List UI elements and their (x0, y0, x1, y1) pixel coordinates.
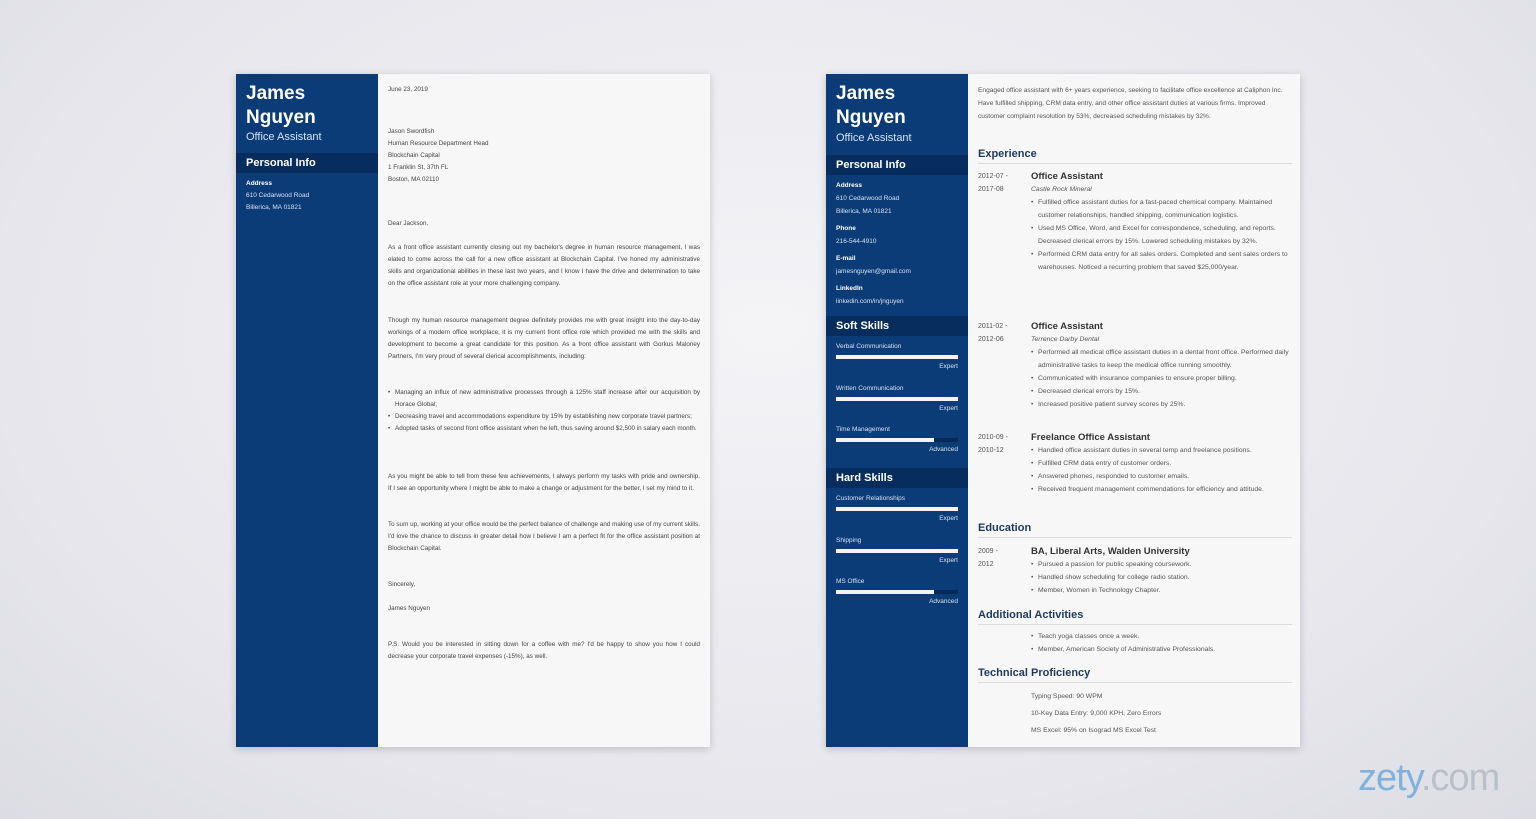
job-entry (1031, 170, 1293, 274)
skill-level: Advanced (929, 598, 958, 605)
list-item: • Fulfilled CRM data entry of customer orders. (1031, 457, 1293, 470)
list-item: • Performed CRM data entry for all sales orders. Completed and sent sales orders to warehouses. Noticed a recurring problem that saved $25,000/year. (1031, 248, 1293, 274)
skill-name: Time Management (836, 426, 890, 433)
job-title: Freelance Office Assistant (1031, 432, 1150, 443)
zety-logo (1358, 757, 1499, 800)
skill-bar-fill (836, 355, 958, 359)
list-item: • Handled show scheduling for college radio station. (1031, 571, 1293, 584)
skill-name: Written Communication (836, 384, 904, 392)
summary: Engaged office assistant with 6+ years experience, seeking to facilitate office excellence at Caliphon Inc. Have fulfilled shipping, CRM data entry, and other office assistant duties at various firms. Improved customer complaint resolution by 53%, decreased scheduling mistakes by 32%. (978, 87, 1283, 120)
resume-sidebar (826, 74, 968, 747)
skill-name: Shipping (836, 536, 862, 544)
list-item: • Managing an influx of new administrative processes through a 125% staff increase after our acquisition by Horace Global; (388, 387, 700, 411)
cover-letter-page (236, 74, 710, 747)
job-title: Office Assistant (1031, 171, 1103, 182)
job-entry (1031, 320, 1293, 411)
skill-bar (836, 438, 958, 442)
skill-bar (836, 507, 958, 511)
tech-item: 10-Key Data Entry: 9,000 KPH, Zero Errors (1031, 710, 1162, 717)
list-item: • Communicated with insurance companies to ensure proper billing. (1031, 372, 1293, 385)
skill-level: Expert (939, 515, 958, 522)
date-end: 2017-08 (978, 186, 1004, 193)
last-name: Nguyen (246, 107, 316, 128)
date-end: 2010-12 (978, 447, 1004, 454)
cover-sidebar (236, 74, 378, 747)
date-start: 2010-09 - (978, 434, 1008, 441)
recipient-line: Human Resource Department Head (388, 140, 489, 147)
degree: BA, Liberal Arts, Walden University (1031, 546, 1190, 557)
education-entry (1031, 545, 1293, 597)
skill-level: Expert (939, 363, 958, 370)
education-date (978, 545, 1023, 571)
linkedin-label: LinkedIn (836, 285, 863, 292)
experience-heading: Experience (978, 148, 1292, 164)
soft-skills-heading: Soft Skills (826, 316, 968, 336)
tech-item: Typing Speed: 90 WPM (1031, 693, 1103, 700)
list-item: • Decreasing travel and accommodations expenditure by 15% by establishing new corporate travel partners; (388, 411, 700, 423)
email-label: E-mail (836, 255, 856, 262)
activities-heading: Additional Activities (978, 609, 1292, 625)
address-line: 610 Cedarwood Road (246, 192, 310, 199)
paragraph: Though my human resource management degree definitely provides me with great insight into the day-to-day workings of a modern office workplace, it is my current front office role which provided me with the skills and development to become a great candidate for this position. As a front office assistant with Gorkus Maloney Partners, I'm very proud of several clerical accomplishments, including: (388, 317, 700, 360)
signature: James Nguyen (388, 605, 430, 612)
recipient-block (388, 126, 700, 186)
greeting: Dear Jackson, (388, 220, 429, 227)
address-label: Address (836, 182, 863, 189)
phone-label: Phone (836, 225, 856, 232)
recipient-line: Boston, MA 02110 (388, 176, 439, 183)
logo-suffix: .com (1420, 757, 1500, 799)
list-item: • Adopted tasks of second front office assistant when he left, thus saving around $2,500 in salary each month. (388, 423, 700, 435)
hard-skills-heading: Hard Skills (826, 468, 968, 488)
list-item: • Received frequent management commendations for efficiency and attitude. (1031, 483, 1293, 496)
paragraph: As you might be able to tell from these few achievements, I always perform my tasks with pride and ownership. If I see an opportunity where I might be able to make a change or adjustment for the better, I set my mind to it. (388, 473, 700, 492)
list-item: • Handled office assistant duties in several temp and freelance positions. (1031, 444, 1293, 457)
personal-info-heading: Personal Info (826, 155, 968, 175)
address-line: Billerica, MA 01821 (836, 208, 892, 215)
list-item: • Teach yoga classes once a week. (1031, 630, 1293, 643)
first-name: James (836, 83, 896, 104)
skill-bar (836, 397, 958, 401)
education-heading: Education (978, 522, 1292, 538)
company: Castle Rock Mineral (1031, 186, 1092, 193)
date-end: 2012 (978, 561, 994, 568)
linkedin-value: linkedin.com/in/jnguyen (836, 298, 904, 305)
phone-value: 216-544-4910 (836, 238, 877, 245)
skill-bar-fill (836, 507, 958, 511)
resume-page (826, 74, 1300, 747)
list-item: • Fulfilled office assistant duties for a fast-paced chemical company. Maintained customer relationships, handled shipping, communication logistics. (1031, 196, 1293, 222)
list-item: • Increased positive patient survey scores by 25%. (1031, 398, 1293, 411)
job-title: Office Assistant (1031, 321, 1103, 332)
skill-bar-fill (836, 549, 958, 553)
email-value: jamesnguyen@gmail.com (836, 268, 911, 275)
paragraph: As a front office assistant currently closing out my bachelor's degree in human resource management, I was elated to come across the call for a new office assistant at Blockchain Capital. I've honed my administrative skills and organizational abilities in these last two years, and I know I have the drive and determination to take on the office assistant role at your more challenging company. (388, 244, 700, 287)
skill-level: Expert (939, 404, 958, 412)
skill-bar-fill (836, 438, 934, 442)
address-line: 610 Cedarwood Road (836, 195, 900, 202)
job-entry (1031, 431, 1293, 496)
list-item: • Answered phones, responded to customer emails. (1031, 470, 1293, 483)
date-start: 2009 - (978, 548, 998, 555)
company: Terrence Darby Dental (1031, 336, 1100, 343)
skill-name: Customer Relationships (836, 495, 906, 502)
closing: Sincerely, (388, 581, 416, 588)
tech-heading: Technical Proficiency (978, 667, 1292, 683)
list-item: • Performed all medical office assistant duties in a dental front office. Performed daily administrative tasks to keep the medical office running smoothly. (1031, 346, 1293, 372)
logo-main: zety (1358, 757, 1421, 799)
address-label: Address (246, 180, 273, 187)
list-item: • Member, American Society of Administrative Professionals. (1031, 643, 1293, 656)
skill-bar (836, 355, 958, 359)
job-title: Office Assistant (246, 131, 322, 143)
paragraph: To sum up, working at your office would be the perfect balance of challenge and making use of my current skills. I'd love the chance to discuss in greater detail how I believe I am a perfect fit for the office assistant position at Blockchain Capital. (388, 521, 700, 552)
job-dates (978, 170, 1023, 196)
recipient-line: Jason Swordfish (388, 128, 435, 135)
list-item: • Pursued a passion for public speaking coursework. (1031, 558, 1293, 571)
skill-bar (836, 549, 958, 553)
achievements-list (388, 387, 700, 435)
list-item: • Decreased clerical errors by 15%. (1031, 385, 1293, 398)
list-item: • Used MS Office, Word, and Excel for correspondence, scheduling, and reports. Decreased clerical errors by 15%. Lowered scheduling mistakes by 32%. (1031, 222, 1293, 248)
skill-bar-fill (836, 590, 934, 594)
date-start: 2011-02 - (978, 323, 1008, 330)
skill-name: MS Office (836, 578, 865, 585)
first-name: James (246, 83, 306, 104)
letter-date: June 23, 2019 (388, 86, 428, 93)
skill-level: Advanced (929, 446, 958, 453)
skill-level: Expert (939, 556, 958, 564)
activities-list (1031, 630, 1293, 656)
list-item: • Member, Women in Technology Chapter. (1031, 584, 1293, 597)
recipient-line: Blockchain Capital (388, 152, 440, 159)
date-start: 2012-07 - (978, 173, 1008, 180)
skill-name: Verbal Communication (836, 343, 902, 350)
recipient-line: 1 Franklin St, 37th FL (388, 164, 449, 171)
postscript: P.S. Would you be interested in sitting down for a coffee with me? I'd be happy to show you how I could decrease your corporate travel expenses (-15%), as well. (388, 641, 700, 660)
job-dates (978, 320, 1023, 346)
address-line: Billerica, MA 01821 (246, 204, 302, 211)
job-dates (978, 431, 1023, 457)
tech-list (1031, 688, 1293, 739)
tech-item: MS Excel: 95% on Isograd MS Excel Test (1031, 727, 1156, 734)
personal-info-heading: Personal Info (236, 153, 378, 173)
skill-bar-fill (836, 397, 958, 401)
date-end: 2012-06 (978, 336, 1004, 343)
skill-bar (836, 590, 958, 594)
job-title: Office Assistant (836, 132, 912, 144)
last-name: Nguyen (836, 107, 906, 128)
